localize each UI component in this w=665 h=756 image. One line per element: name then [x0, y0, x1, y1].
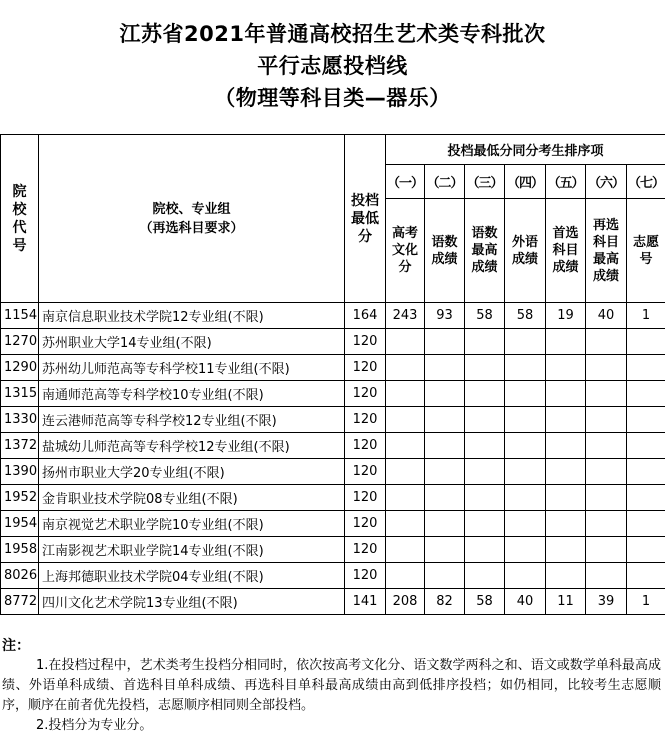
cell-c5 [546, 485, 586, 511]
cell-score: 120 [345, 511, 386, 537]
header-sub-label-6 [586, 199, 627, 303]
cell-code: 1390 [1, 459, 39, 485]
cell-c6 [586, 459, 627, 485]
cell-c3 [465, 485, 505, 511]
cell-c2 [425, 355, 465, 381]
cell-score: 120 [345, 381, 386, 407]
cell-c3 [465, 381, 505, 407]
header-min-score [345, 135, 386, 303]
header-sub-number-6: （六） [586, 165, 627, 199]
cell-c1 [386, 355, 425, 381]
cell-c5: 19 [546, 303, 586, 329]
cell-c7 [627, 329, 665, 355]
cell-code: 1330 [1, 407, 39, 433]
cell-score: 120 [345, 537, 386, 563]
table-row [1, 329, 665, 355]
cell-c1: 243 [386, 303, 425, 329]
cell-name: 南京信息职业技术学院12专业组(不限) [39, 303, 345, 329]
cell-name: 四川文化艺术学院13专业组(不限) [39, 589, 345, 615]
cell-c5 [546, 511, 586, 537]
cell-name: 苏州职业大学14专业组(不限) [39, 329, 345, 355]
cell-c3 [465, 355, 505, 381]
cell-c1 [386, 537, 425, 563]
cell-c4 [505, 407, 546, 433]
table-row [1, 511, 665, 537]
cell-c5 [546, 563, 586, 589]
cell-c7 [627, 355, 665, 381]
table-row [1, 355, 665, 381]
cell-name: 扬州市职业大学20专业组(不限) [39, 459, 345, 485]
cell-c1 [386, 433, 425, 459]
cell-c3 [465, 537, 505, 563]
cell-c4: 40 [505, 589, 546, 615]
cell-name: 南京视觉艺术职业学院10专业组(不限) [39, 511, 345, 537]
cell-name: 江南影视艺术职业学院14专业组(不限) [39, 537, 345, 563]
cell-c5 [546, 355, 586, 381]
cell-c3: 58 [465, 303, 505, 329]
table-row [1, 563, 665, 589]
cell-c1 [386, 459, 425, 485]
cell-code: 1954 [1, 511, 39, 537]
cell-name: 金肯职业技术学院08专业组(不限) [39, 485, 345, 511]
header-sub-label-text-7: 志愿号 [633, 234, 660, 267]
cell-score: 120 [345, 355, 386, 381]
cell-c4 [505, 537, 546, 563]
cell-c7 [627, 511, 665, 537]
cell-c7 [627, 459, 665, 485]
header-sub-number-4: （四） [505, 165, 546, 199]
header-sub-label-text-3: 语数最高成绩 [471, 226, 498, 275]
table-row [1, 433, 665, 459]
header-sub-label-text-5: 首选科目成绩 [552, 226, 579, 275]
cell-c2: 82 [425, 589, 465, 615]
cell-name: 南通师范高等专科学校10专业组(不限) [39, 381, 345, 407]
header-sub-label-text-1: 高考文化分 [391, 226, 418, 275]
page-title-line-3: （物理等科目类—器乐） [214, 86, 451, 110]
cell-c3: 58 [465, 589, 505, 615]
header-sub-label-3 [465, 199, 505, 303]
cell-c1 [386, 329, 425, 355]
table-row [1, 381, 665, 407]
cell-c2 [425, 485, 465, 511]
cell-c6 [586, 433, 627, 459]
cell-c2 [425, 407, 465, 433]
header-school-name-line1: 院校、专业组 [152, 201, 231, 217]
cell-c4 [505, 355, 546, 381]
cell-c6: 40 [586, 303, 627, 329]
cell-code: 8772 [1, 589, 39, 615]
table-row [1, 485, 665, 511]
cell-c5 [546, 329, 586, 355]
header-sub-label-1 [386, 199, 425, 303]
notes-heading: 注： [2, 638, 30, 654]
cell-c4 [505, 563, 546, 589]
cell-c6 [586, 485, 627, 511]
cell-c1: 208 [386, 589, 425, 615]
cell-c1 [386, 485, 425, 511]
header-min-score-text: 投档最低分 [351, 192, 379, 245]
cell-c1 [386, 563, 425, 589]
cell-c1 [386, 381, 425, 407]
cell-name: 上海邦德职业技术学院04专业组(不限) [39, 563, 345, 589]
table-row [1, 407, 665, 433]
cell-c7: 1 [627, 589, 665, 615]
cell-c1 [386, 511, 425, 537]
header-sub-number-3: （三） [465, 165, 505, 199]
cell-score: 120 [345, 459, 386, 485]
cell-c6 [586, 407, 627, 433]
header-sub-number-7: （七） [627, 165, 665, 199]
header-sub-label-text-2: 语数成绩 [431, 234, 458, 267]
cell-c4: 58 [505, 303, 546, 329]
cell-c7 [627, 381, 665, 407]
page-title-line-1: 江苏省2021年普通高校招生艺术类专科批次 [119, 22, 546, 46]
note-item-2: 2.投档分为专业分。 [36, 718, 153, 733]
cell-c7 [627, 563, 665, 589]
cell-name: 苏州幼儿师范高等专科学校11专业组(不限) [39, 355, 345, 381]
header-sub-label-5 [546, 199, 586, 303]
cell-c3 [465, 511, 505, 537]
header-sub-label-2 [425, 199, 465, 303]
table-row [1, 459, 665, 485]
cell-c5 [546, 381, 586, 407]
cell-c2: 93 [425, 303, 465, 329]
page-title-line-2: 平行志愿投档线 [257, 54, 408, 78]
cell-c6 [586, 329, 627, 355]
header-sub-number-5: （五） [546, 165, 586, 199]
header-school-name-line2: （再选科目要求） [139, 220, 244, 236]
header-school-code [1, 135, 39, 303]
cell-c7 [627, 433, 665, 459]
cell-score: 120 [345, 407, 386, 433]
cell-c7 [627, 537, 665, 563]
cell-c5 [546, 407, 586, 433]
cell-c5: 11 [546, 589, 586, 615]
cell-c3 [465, 433, 505, 459]
header-sub-number-2: （二） [425, 165, 465, 199]
cell-score: 141 [345, 589, 386, 615]
cell-c1 [386, 407, 425, 433]
cell-score: 120 [345, 433, 386, 459]
cell-c4 [505, 511, 546, 537]
cell-c4 [505, 485, 546, 511]
cell-c7 [627, 407, 665, 433]
cell-c2 [425, 459, 465, 485]
cell-c3 [465, 459, 505, 485]
cell-c6 [586, 355, 627, 381]
cell-code: 1290 [1, 355, 39, 381]
header-school-name [39, 135, 345, 303]
cell-name: 连云港师范高等专科学校12专业组(不限) [39, 407, 345, 433]
cell-c2 [425, 511, 465, 537]
cell-code: 1372 [1, 433, 39, 459]
header-tiebreak-group: 投档最低分同分考生排序项 [386, 135, 665, 165]
cell-c5 [546, 537, 586, 563]
table-row [1, 303, 665, 329]
cell-score: 120 [345, 485, 386, 511]
cell-c4 [505, 459, 546, 485]
cell-c2 [425, 563, 465, 589]
table-row [1, 589, 665, 615]
cell-score: 120 [345, 563, 386, 589]
table-row [1, 537, 665, 563]
cell-c7: 1 [627, 303, 665, 329]
note-item-1: 1.在投档过程中，艺术类考生投档分相同时，依次按高考文化分、语文数学两科之和、语文或数学单科最高成绩、外语单科成绩、首选科目单科成绩、再选科目单科最高成绩由高到低排序投档；如仍相同，比较考生志愿顺序，顺序在前者优先投档，志愿顺序相同则全部投档。 [2, 658, 661, 713]
cell-score: 120 [345, 329, 386, 355]
header-sub-label-text-6: 再选科目最高成绩 [592, 217, 619, 284]
header-sub-label-4 [505, 199, 546, 303]
cell-c2 [425, 433, 465, 459]
cell-c4 [505, 381, 546, 407]
cell-code: 1270 [1, 329, 39, 355]
cell-c6: 39 [586, 589, 627, 615]
cell-code: 1952 [1, 485, 39, 511]
cell-c5 [546, 459, 586, 485]
cell-c6 [586, 381, 627, 407]
cell-c6 [586, 563, 627, 589]
header-sub-label-7 [627, 199, 665, 303]
cell-c3 [465, 407, 505, 433]
cell-c6 [586, 537, 627, 563]
cell-code: 1154 [1, 303, 39, 329]
notes-section [0, 636, 665, 736]
cell-code: 8026 [1, 563, 39, 589]
header-sub-number-1: （一） [386, 165, 425, 199]
cell-score: 164 [345, 303, 386, 329]
cell-c2 [425, 329, 465, 355]
cell-c3 [465, 563, 505, 589]
header-sub-label-text-4: 外语成绩 [511, 234, 538, 267]
cell-c5 [546, 433, 586, 459]
cell-c4 [505, 433, 546, 459]
cell-c3 [465, 329, 505, 355]
cell-c4 [505, 329, 546, 355]
header-school-code-text: 院校代号 [12, 183, 27, 254]
cell-code: 1315 [1, 381, 39, 407]
cell-c2 [425, 381, 465, 407]
cell-c2 [425, 537, 465, 563]
cell-code: 1958 [1, 537, 39, 563]
cell-c6 [586, 511, 627, 537]
cell-c7 [627, 485, 665, 511]
admission-score-table [0, 134, 665, 615]
cell-name: 盐城幼儿师范高等专科学校12专业组(不限) [39, 433, 345, 459]
